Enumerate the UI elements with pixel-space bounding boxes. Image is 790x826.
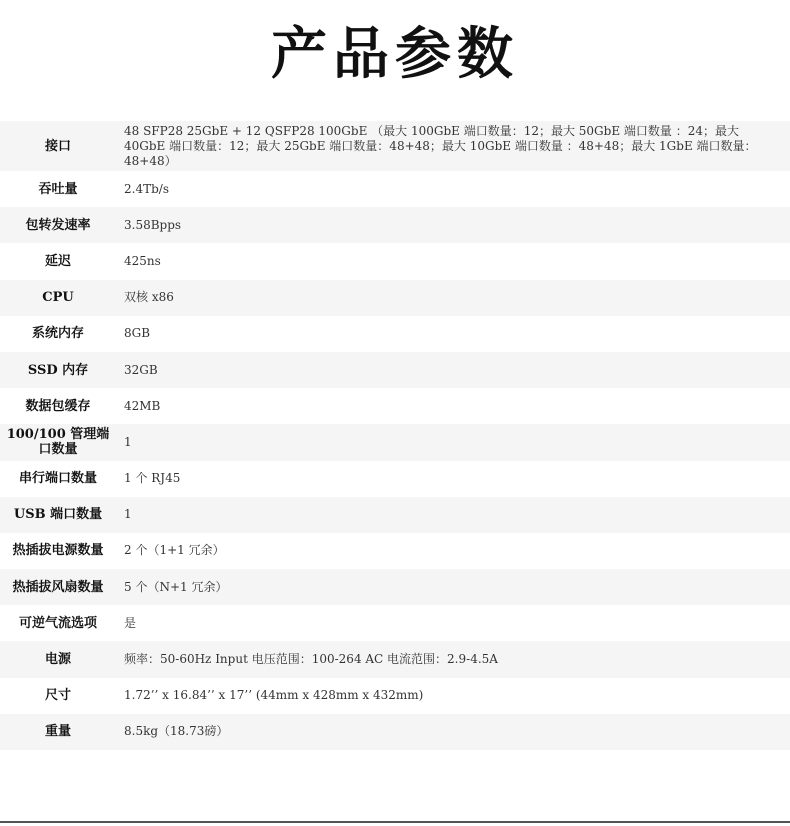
spec-label: 数据包缓存 [25,398,91,414]
spec-row-interface [0,121,790,171]
spec-label: 包转发速率 [25,217,91,233]
spec-label: 电源 [44,652,71,668]
page-title: 产品参数 [271,22,519,87]
spec-row-packet-buffer [0,388,790,424]
spec-row-hot-swap-fans [0,569,790,605]
spec-row-ssd [0,352,790,388]
spec-value: 1.72’’ x 16.84’’ x 17’’ (44mm x 428mm x 432mm) [124,688,424,703]
spec-value: 5 个（N+1 冗余） [124,579,228,594]
spec-row-forwarding-rate [0,207,790,243]
spec-label: 热插拔风扇数量 [12,579,104,595]
spec-table [0,121,790,750]
spec-label: CPU [42,290,74,306]
spec-value: 双核 x86 [124,290,174,305]
spec-value: 2.4Tb/s [124,181,169,196]
spec-row-usb-ports [0,497,790,533]
spec-row-serial-ports [0,461,790,497]
spec-label: 重量 [44,724,71,740]
spec-label: 系统内存 [31,326,84,342]
spec-value: 3.58Bpps [124,217,182,232]
spec-row-system-memory [0,316,790,352]
spec-value: 32GB [124,362,158,377]
spec-label: 延迟 [44,253,71,269]
spec-value: 1 个 RJ45 [124,471,181,486]
spec-value: 是 [124,615,137,630]
spec-label: SSD 内存 [27,362,89,378]
spec-value: 8GB [124,326,151,341]
spec-row-weight [0,714,790,750]
spec-row-latency [0,243,790,279]
bottom-divider [0,821,790,823]
spec-row-dimensions [0,678,790,714]
spec-value: 1 [124,434,132,449]
spec-value: 频率：50-60Hz Input 电压范围：100-264 AC 电流范围：2.9-4.5A [124,652,498,667]
spec-label: 热插拔电源数量 [12,543,104,559]
spec-value: 48 SFP28 25GbE + 12 QSFP28 100GbE （最大 100GbE 端口数量：12；最大 50GbE 端口数量 ：24；最大 40GbE 端口数量：12；最大 25GbE 端口数量：48+48；最大 10GbE 端口数量 ：48+48；最大 1GbE 端口数量：48+48） [124,123,757,168]
spec-value: 2 个（1+1 冗余） [124,543,225,558]
spec-row-cpu [0,280,790,316]
spec-label: 吞吐量 [38,181,78,197]
spec-label: 100/100 管理端口数量 [6,427,110,458]
spec-value: 425ns [124,253,161,268]
spec-row-hot-swap-psu [0,533,790,569]
spec-label: 可逆气流选项 [18,615,97,631]
spec-label: 接口 [44,138,71,154]
spec-row-management-ports [0,424,790,460]
spec-label: 尺寸 [44,688,71,704]
spec-label: 串行端口数量 [18,471,97,487]
spec-value: 42MB [124,398,161,413]
spec-value: 8.5kg（18.73磅） [124,724,229,739]
spec-row-reversible-airflow [0,605,790,641]
spec-label: USB 端口数量 [13,507,103,523]
spec-row-throughput [0,171,790,207]
spec-row-power [0,641,790,677]
spec-value: 1 [124,507,132,522]
